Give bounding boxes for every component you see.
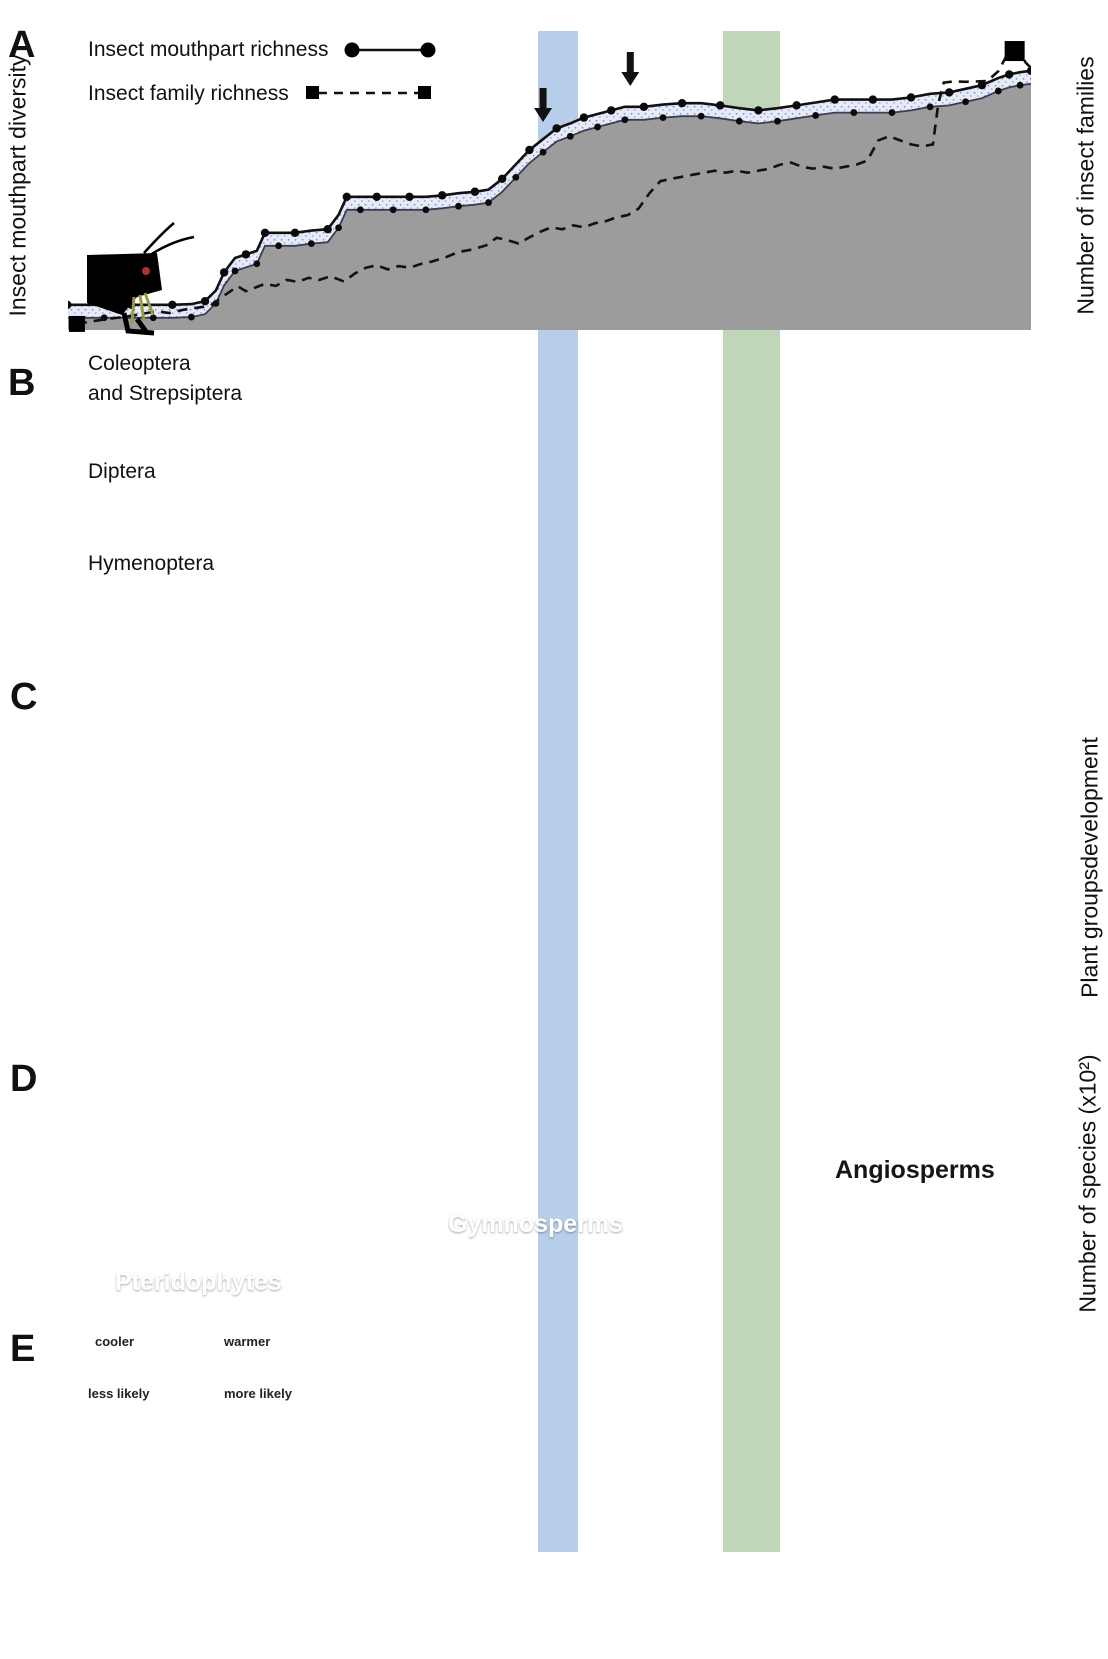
legend-more-likely: more likely	[224, 1386, 292, 1401]
panel-a-letter: A	[8, 24, 36, 66]
axis-label-plant-groups: Plant groupsdevelopment	[1076, 737, 1103, 998]
panel-a	[63, 41, 1035, 333]
area-label-gymnosperms: Gymnosperms	[448, 1210, 624, 1238]
legend-diptera: Diptera	[88, 460, 156, 483]
legend-warmer: warmer	[224, 1334, 271, 1349]
axis-label-species-count: Number of species (x10²)	[1074, 1054, 1101, 1313]
panel-e-letter: E	[10, 1328, 36, 1370]
axis-label-insect-families: Number of insect families	[1072, 56, 1099, 315]
legend-coleoptera-line2: and Strepsiptera	[88, 382, 243, 405]
panel-c-letter: C	[10, 676, 38, 718]
legend-less-likely: less likely	[88, 1386, 150, 1401]
legend-mouthpart-richness: Insect mouthpart richness	[88, 38, 329, 61]
legend-cooler: cooler	[95, 1334, 135, 1349]
legend-hymenoptera: Hymenoptera	[88, 552, 215, 575]
axis-label-mouthpart-diversity: Insect mouthpart diversity	[4, 54, 31, 317]
panel-d-letter: D	[10, 1058, 38, 1100]
panel-b-letter: B	[8, 362, 36, 404]
legend-family-richness: Insect family richness	[88, 82, 289, 105]
area-label-angiosperms: Angiosperms	[835, 1156, 995, 1184]
legend-coleoptera-line1: Coleoptera	[88, 352, 191, 375]
area-label-pteridophytes: Pteridophytes	[115, 1268, 282, 1296]
